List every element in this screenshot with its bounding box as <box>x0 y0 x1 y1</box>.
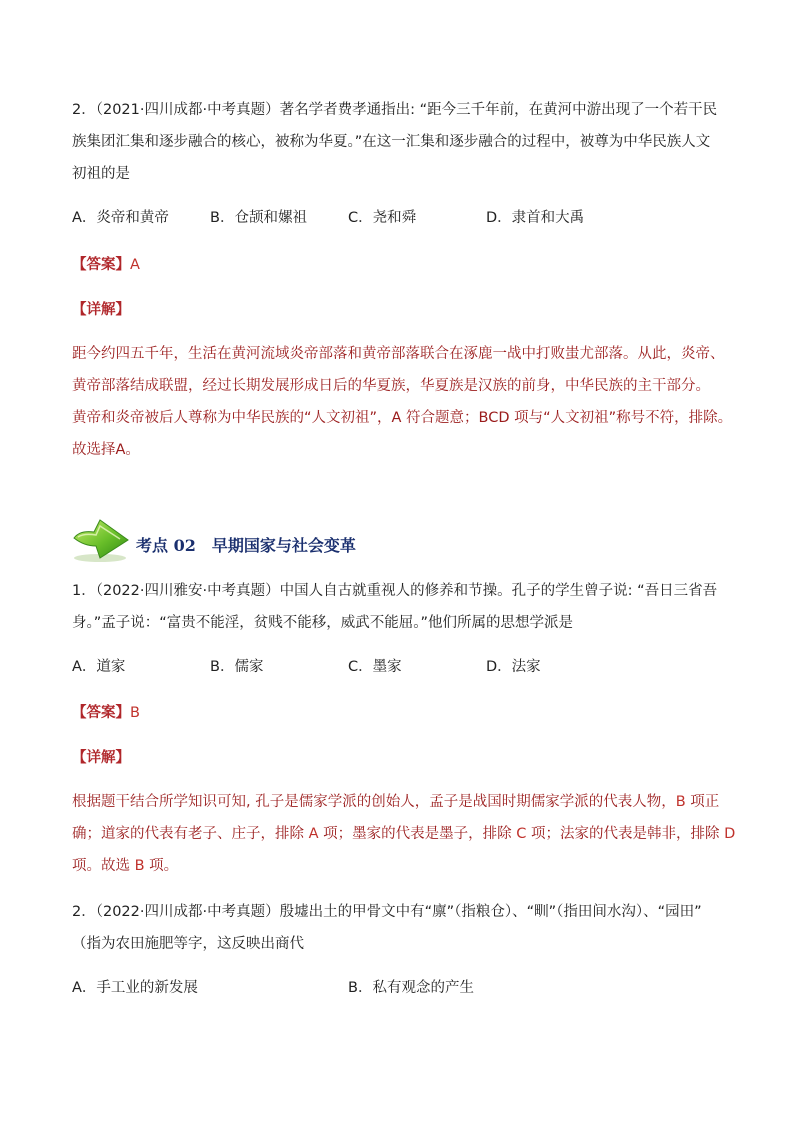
detail-label: 【详解】 <box>72 750 130 766</box>
option-d: D．隶首和大禹 <box>486 210 585 226</box>
option-d: D．法家 <box>486 659 541 675</box>
answer-value: B <box>130 705 140 721</box>
section-title <box>136 533 356 556</box>
option-c: C．尧和舜 <box>348 210 417 226</box>
detail-text: 确；道家的代表有老子、庄子，排除 A 项；墨家的代表是墨子，排除 C 项；法家的代表是韩非，排除 D <box>72 826 736 842</box>
answer-value: A <box>130 257 140 273</box>
answer-row <box>72 255 732 275</box>
detail-label-row <box>72 300 732 320</box>
option-b: B．儒家 <box>210 659 264 675</box>
option-a: A．炎帝和黄帝 <box>72 210 169 226</box>
section-label: 考点 02 <box>136 536 196 555</box>
question-text: （指为农田施肥等字，这反映出商代 <box>72 936 304 952</box>
question-text: 族集团汇集和逐步融合的核心，被称为华夏。”在这一汇集和逐步融合的过程中，被尊为中华民族人文 <box>72 134 711 150</box>
question-text: 1．（2022·四川雅安·中考真题）中国人自古就重视人的修养和节操。孔子的学生曾子说: “吾日三省吾 <box>72 583 718 599</box>
option-a: A．道家 <box>72 659 126 675</box>
option-b: B．仓颉和嫘祖 <box>210 210 307 226</box>
question-text: 身。”孟子说：“富贵不能淫，贫贱不能移，威武不能屈。”他们所属的思想学派是 <box>72 615 574 631</box>
option-b: B．私有观念的产生 <box>348 980 474 996</box>
detail-text: 黄帝部落结成联盟，经过长期发展形成日后的华夏族，华夏族是汉族的前身，中华民族的主干部分。 <box>72 378 710 394</box>
detail-text: 项。故选 B 项。 <box>72 858 179 874</box>
green-arrow-icon <box>70 518 132 564</box>
detail-text: 距今约四五千年，生活在黄河流域炎帝部落和黄帝部落联合在涿鹿一战中打败蚩尤部落。从此，炎帝、 <box>72 346 725 362</box>
detail-label-row <box>72 748 732 768</box>
detail-text: 黄帝和炎帝被后人尊称为中华民族的“人文初祖”，A 符合题意；BCD 项与“人文初祖”称号不符，排除。 <box>72 410 733 426</box>
question-text: 2．（2021·四川成都·中考真题）著名学者费孝通指出: “距今三千年前，在黄河中游出现了一个若干民 <box>72 102 718 118</box>
detail-text: 根据题干结合所学知识可知, 孔子是儒家学派的创始人，孟子是战国时期儒家学派的代表人物，B 项正 <box>72 794 720 810</box>
option-c: C．墨家 <box>348 659 402 675</box>
answer-label: 【答案】 <box>72 257 130 273</box>
answer-label: 【答案】 <box>72 705 130 721</box>
question-text: 初祖的是 <box>72 166 130 182</box>
option-a: A．手工业的新发展 <box>72 980 198 996</box>
detail-text: 故选择A。 <box>72 442 140 458</box>
answer-row <box>72 703 732 723</box>
question-text: 2．（2022·四川成都·中考真题）殷墟出土的甲骨文中有“廪”（指粮仓）、“甽”（指田间水沟）、“园田” <box>72 904 702 920</box>
section-name: 早期国家与社会变革 <box>211 536 356 555</box>
detail-label: 【详解】 <box>72 302 130 318</box>
section-heading <box>70 518 470 564</box>
